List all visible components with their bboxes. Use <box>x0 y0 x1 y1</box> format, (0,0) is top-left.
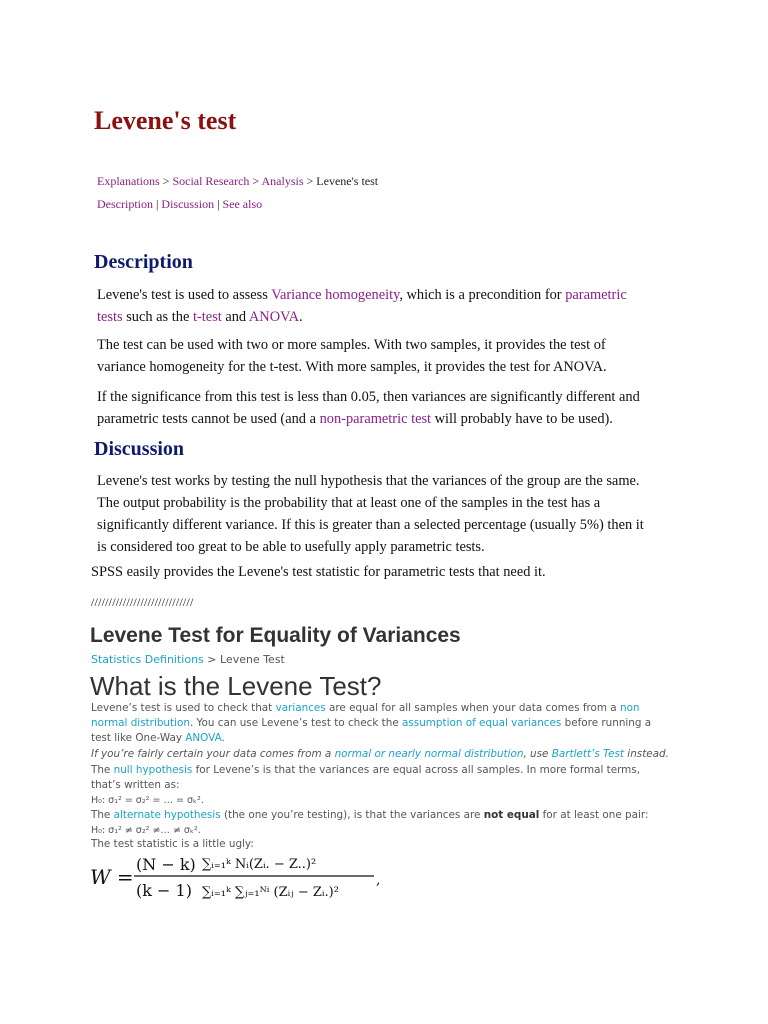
non-parametric-test-link[interactable]: non-parametric test <box>319 411 432 427</box>
breadcrumb-separator: > <box>159 174 173 188</box>
variances-link[interactable]: variances <box>275 702 326 714</box>
text: , use <box>523 748 552 760</box>
breadcrumb-separator: > <box>303 174 317 188</box>
null-hypothesis-formula: H₀: σ₁² = σ₂² = … = σₖ². <box>91 795 204 806</box>
breadcrumb-current: > Levene Test <box>203 653 285 666</box>
anova-link[interactable]: ANOVA <box>248 309 300 325</box>
section-nav: Description | Discussion | See also <box>97 197 263 211</box>
alternate-hypothesis-link[interactable]: alternate hypothesis <box>113 809 221 821</box>
text: for Levene’s is that the variances are equal across all samples. In more formal terms, <box>192 764 641 776</box>
t-test-link[interactable]: t-test <box>192 309 222 325</box>
nav-discussion-link[interactable]: Discussion <box>161 197 215 211</box>
levene-w-formula <box>90 848 390 912</box>
levene-intro-paragraph <box>91 701 691 746</box>
null-hypothesis-link[interactable]: null hypothesis <box>113 764 193 776</box>
formula-num2: ∑ᵢ₌₁ᵏ Nᵢ(Zᵢ. − Z..)² <box>202 857 317 872</box>
text: If the significance from this test is less than 0.05, then variances are significantly different and <box>97 389 640 405</box>
alternate-hypothesis-paragraph <box>91 808 691 823</box>
text: The <box>91 764 114 776</box>
text: If you’re fairly certain your data comes from a <box>91 748 335 760</box>
formula-den1: (k − 1) <box>136 881 192 900</box>
equal-variances-link[interactable]: assumption of equal variances <box>402 717 562 729</box>
breadcrumb-explanations-link[interactable]: Explanations <box>97 174 160 188</box>
description-paragraph-1 <box>97 284 697 328</box>
text: and <box>221 309 249 325</box>
text: The output probability is the probability that at least one of the samples in the test has a <box>97 495 601 511</box>
breadcrumb-separator: > <box>249 174 262 188</box>
what-is-levene-heading: What is the Levene Test? <box>90 671 382 701</box>
text: The <box>91 809 114 821</box>
text: . <box>299 309 303 325</box>
text: is considered too great to be able to usefully apply parametric tests. <box>97 539 485 555</box>
description-paragraph-2 <box>97 334 717 378</box>
test-statistic-intro: The test statistic is a little ugly: <box>91 838 254 850</box>
formula-den2: ∑ᵢ₌₁ᵏ ∑ⱼ₌₁ᴺⁱ (Zᵢⱼ − Zᵢ.)² <box>202 885 339 900</box>
normal-distribution-link[interactable]: normal or nearly normal distribution <box>334 748 524 760</box>
variance-homogeneity-link[interactable]: Variance homogeneity <box>271 287 400 303</box>
text: test like One-Way <box>91 732 186 744</box>
statistics-definitions-link[interactable]: Statistics Definitions <box>91 653 204 666</box>
text: variance homogeneity for the t-test. With more samples, it provides the test for ANOVA. <box>97 359 607 375</box>
text: significantly different variance. If this is greater than a selected percentage (usually 5%) then it <box>97 517 644 533</box>
bartletts-test-link[interactable]: Bartlett’s Test <box>551 748 624 760</box>
text: instead. <box>624 748 669 760</box>
breadcrumb-analysis-link[interactable]: Analysis <box>261 174 304 188</box>
levene-equality-heading: Levene Test for Equality of Variances <box>90 624 461 647</box>
text: Levene's test is used to assess <box>97 287 272 303</box>
text: will probably have to be used). <box>431 411 613 427</box>
spss-paragraph: SPSS easily provides the Levene's test statistic for parametric tests that need it. <box>91 564 546 580</box>
null-hypothesis-paragraph <box>91 763 691 793</box>
text: The test can be used with two or more samples. With two samples, it provides the test of <box>97 337 606 353</box>
text: Levene's test works by testing the null hypothesis that the variances of the group are the same. <box>97 473 640 489</box>
slash-divider: ///////////////////////////// <box>91 595 194 609</box>
text: , which is a precondition for <box>399 287 566 303</box>
non-normal-link[interactable]: non <box>619 702 640 714</box>
formula-tail: , <box>376 872 381 888</box>
text: parametric tests cannot be used (and a <box>97 411 320 427</box>
bartlett-note <box>91 747 691 762</box>
formula-num1: (N − k) <box>136 855 196 874</box>
one-way-anova-link[interactable]: ANOVA <box>185 732 222 744</box>
description-paragraph-3 <box>97 386 737 430</box>
text: Levene’s test is used to check that <box>91 702 276 714</box>
breadcrumb <box>97 174 378 189</box>
text: . <box>221 732 225 744</box>
text: before running a <box>561 717 652 729</box>
parametric-tests-link-cont[interactable]: tests <box>97 309 123 325</box>
alternate-hypothesis-formula: H₀: σ₁² ≠ σ₂² ≠… ≠ σₖ². <box>91 825 201 836</box>
text: . You can use Levene’s test to check the <box>189 717 403 729</box>
parametric-tests-link[interactable]: parametric <box>565 287 627 303</box>
formula-graphic <box>90 848 390 908</box>
text: are equal for all samples when your data comes from a <box>325 702 620 714</box>
text: for at least one pair: <box>539 809 649 821</box>
text: (the one you’re testing), is that the variances are <box>220 809 484 821</box>
breadcrumb-social-research-link[interactable]: Social Research <box>172 174 250 188</box>
breadcrumb-current: Levene's test <box>316 174 379 188</box>
page-title: Levene's test <box>94 106 237 135</box>
not-equal-emphasis: not equal <box>483 809 540 821</box>
statistics-breadcrumb <box>91 653 285 666</box>
text: that’s written as: <box>91 779 180 791</box>
nav-see-also-link[interactable]: See also <box>222 197 263 211</box>
discussion-paragraph <box>97 470 737 558</box>
nav-description-link[interactable]: Description <box>97 197 153 211</box>
description-heading: Description <box>94 251 193 273</box>
non-normal-distribution-link[interactable]: normal distribution <box>91 717 190 729</box>
discussion-heading: Discussion <box>94 438 185 460</box>
formula-lhs: W = <box>90 865 134 889</box>
text: such as the <box>122 309 193 325</box>
